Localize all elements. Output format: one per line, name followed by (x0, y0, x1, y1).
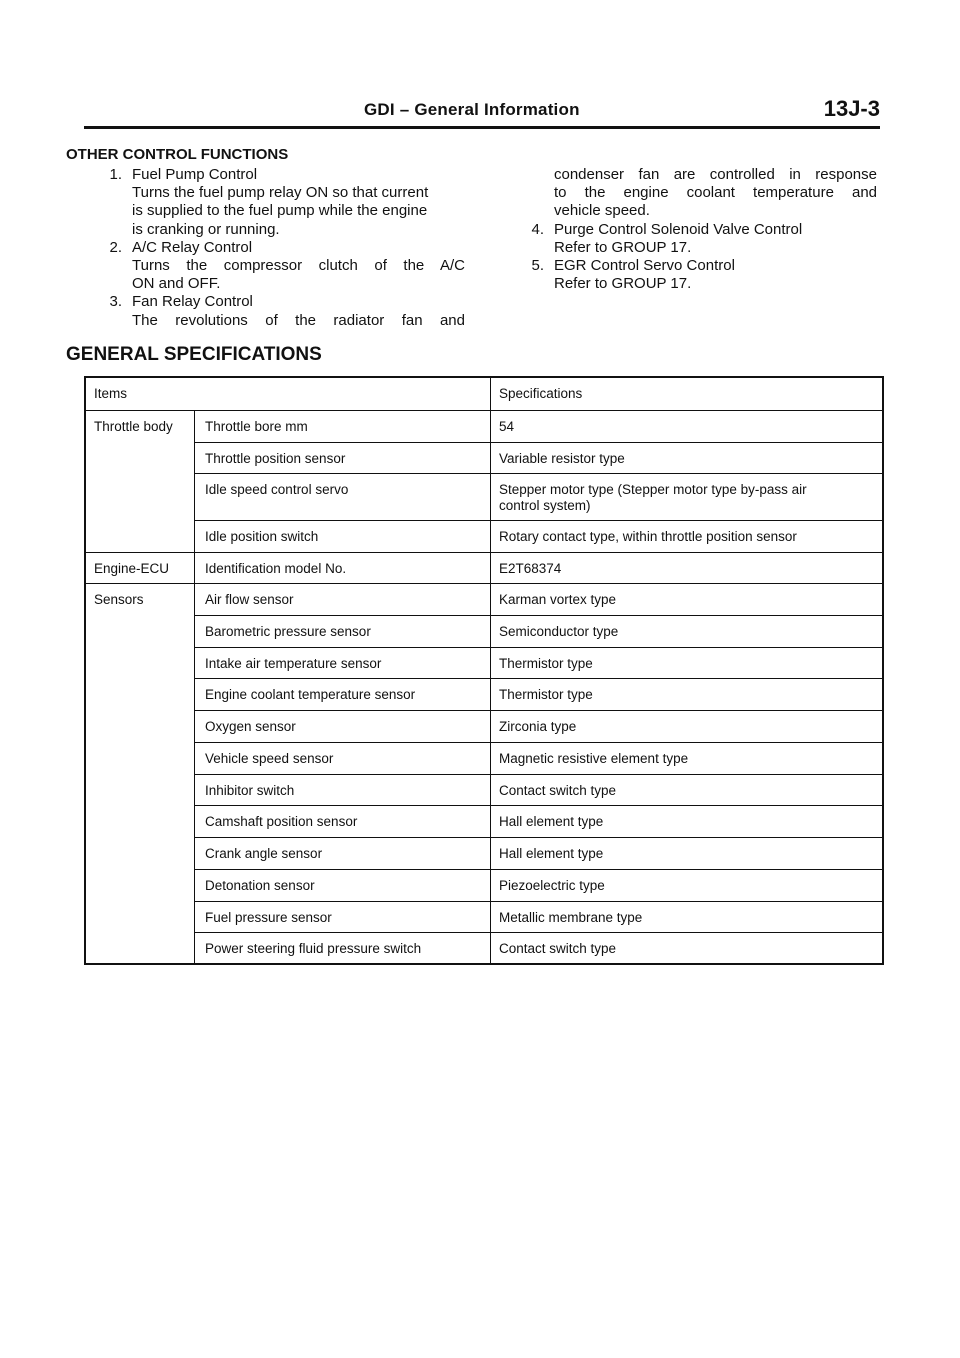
row-group (86, 743, 194, 775)
item-number: 5. (531, 257, 544, 275)
row-group (86, 679, 194, 711)
row-spec: Rotary contact type, within throttle position sensor (490, 521, 882, 553)
item-text-line: condenser fan are controlled in response (554, 166, 877, 183)
item-number: 3. (109, 293, 122, 311)
column-right (522, 166, 877, 293)
row-group (86, 711, 194, 743)
item-text-line: Refer to GROUP 17. (554, 275, 692, 293)
row-item: Power steering fluid pressure switch (194, 933, 490, 963)
table-row (86, 474, 882, 521)
table-row (86, 679, 882, 711)
list-item-ac-relay-control (100, 239, 465, 294)
row-spec: Contact switch type (490, 775, 882, 806)
row-spec: Hall element type (490, 838, 882, 870)
page-number: 13J-3 (823, 96, 880, 121)
item-text-line: The revolutions of the radiator fan and (132, 311, 465, 329)
row-spec: Metallic membrane type (490, 902, 882, 933)
row-group (86, 870, 194, 902)
table-row (86, 743, 882, 775)
table-row (86, 616, 882, 648)
row-item: Engine coolant temperature sensor (194, 679, 490, 711)
row-group: Sensors (94, 592, 144, 607)
item-number: 4. (531, 220, 544, 238)
item-text-line: Turns the compressor clutch of the A/C (132, 257, 465, 275)
row-item: Oxygen sensor (194, 711, 490, 743)
item-text-line: to the engine coolant temperature and (554, 184, 877, 202)
item-text-line: vehicle speed. (554, 202, 650, 220)
row-spec: Karman vortex type (490, 584, 882, 616)
list-item-fuel-pump-control (100, 166, 465, 239)
header-rule (84, 126, 880, 129)
table-row (86, 933, 882, 963)
row-item: Air flow sensor (194, 584, 490, 616)
row-group (86, 443, 194, 474)
list-item-egr-control (522, 257, 877, 293)
row-spec: Contact switch type (490, 933, 882, 963)
table-row (86, 443, 882, 474)
table-row (86, 902, 882, 933)
item-title: Fan Relay Control (132, 293, 253, 311)
row-spec: Variable resistor type (490, 443, 882, 474)
row-item: Camshaft position sensor (194, 806, 490, 838)
table-row (86, 838, 882, 870)
list-item-fan-relay-continued (522, 166, 877, 221)
page-header (84, 96, 880, 126)
table-row (86, 584, 882, 616)
item-text-line: Refer to GROUP 17. (554, 238, 692, 256)
row-group (86, 775, 194, 806)
column-header-specifications: Specifications (490, 378, 882, 411)
row-item: Crank angle sensor (194, 838, 490, 870)
row-spec: 54 (490, 411, 882, 443)
list-item-fan-relay-control (100, 293, 465, 329)
item-text-line: is supplied to the fuel pump while the engine (132, 202, 428, 220)
specifications-table (84, 376, 884, 965)
section-title-general-specs: GENERAL SPECIFICATIONS (66, 344, 322, 365)
row-group: Engine-ECU (94, 561, 170, 576)
row-group (86, 648, 194, 679)
page-title: GDI – General Information (364, 100, 580, 119)
row-spec: E2T68374 (490, 553, 882, 584)
row-item: Inhibitor switch (194, 775, 490, 806)
table-row (86, 870, 882, 902)
row-group (86, 838, 194, 870)
item-number: 1. (109, 166, 122, 183)
row-spec: Hall element type (490, 806, 882, 838)
row-spec-line: Stepper motor type (Stepper motor type by-pass air (499, 482, 807, 497)
row-group (86, 521, 194, 553)
row-item: Idle speed control servo (194, 474, 490, 521)
column-header-items: Items (94, 386, 128, 401)
row-item: Detonation sensor (194, 870, 490, 902)
row-group (86, 616, 194, 648)
row-item: Throttle bore mm (194, 411, 490, 443)
item-title: A/C Relay Control (132, 238, 253, 256)
table-row (86, 648, 882, 679)
row-item: Throttle position sensor (194, 443, 490, 474)
item-number: 2. (109, 238, 122, 256)
row-item: Intake air temperature sensor (194, 648, 490, 679)
table-row (86, 711, 882, 743)
table-header-row (86, 378, 882, 411)
table-row (86, 553, 882, 584)
table-row (86, 521, 882, 553)
item-text-line: Turns the fuel pump relay ON so that current (132, 184, 429, 202)
row-spec (490, 474, 882, 521)
row-item: Idle position switch (194, 521, 490, 553)
row-group (86, 902, 194, 933)
row-spec: Thermistor type (490, 679, 882, 711)
list-item-purge-control (522, 221, 877, 257)
table-row (86, 775, 882, 806)
row-spec: Piezoelectric type (490, 870, 882, 902)
row-group: Throttle body (94, 419, 173, 434)
row-spec: Semiconductor type (490, 616, 882, 648)
row-group (86, 933, 194, 963)
row-spec: Magnetic resistive element type (490, 743, 882, 775)
item-title: Purge Control Solenoid Valve Control (554, 220, 803, 238)
row-item: Identification model No. (194, 553, 490, 584)
row-spec-line: control system) (499, 498, 591, 513)
item-text-line: ON and OFF. (132, 275, 221, 293)
row-spec: Zirconia type (490, 711, 882, 743)
row-group (86, 474, 194, 521)
item-title: Fuel Pump Control (132, 166, 258, 183)
row-item: Barometric pressure sensor (194, 616, 490, 648)
row-item: Fuel pressure sensor (194, 902, 490, 933)
table-row (86, 411, 882, 443)
item-text-line: is cranking or running. (132, 220, 280, 238)
section-title-other-control: OTHER CONTROL FUNCTIONS (66, 146, 289, 163)
column-left (100, 166, 465, 330)
row-spec: Thermistor type (490, 648, 882, 679)
row-item: Vehicle speed sensor (194, 743, 490, 775)
item-title: EGR Control Servo Control (554, 257, 735, 275)
row-group (86, 806, 194, 838)
table-row (86, 806, 882, 838)
